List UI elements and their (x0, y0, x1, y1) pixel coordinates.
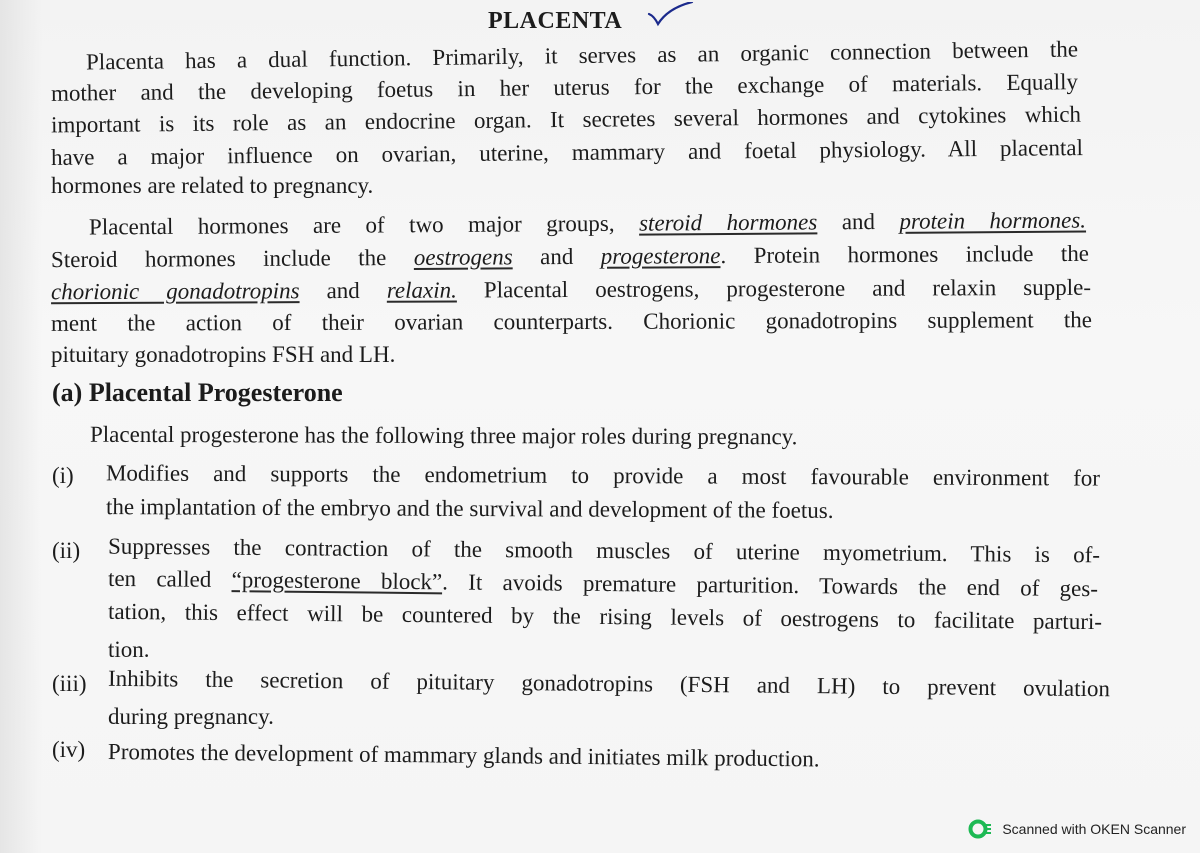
text-run: . It avoids premature parturition. Towards the end of ges- (442, 569, 1099, 602)
list-item-line: Suppresses the contraction of the smooth muscles of uterine myometrium. This is of- (107, 533, 1101, 568)
text-run: and (299, 277, 387, 304)
scanner-watermark-text: Scanned with OKEN Scanner (1002, 821, 1186, 837)
text-run: and (817, 208, 900, 235)
chorionic-gonadotropins-term: chorionic gonadotropins (50, 278, 300, 305)
list-item-line: Inhibits the secretion of pituitary gonadotropins (FSH and LH) to prevent ovulation (107, 665, 1111, 702)
section-heading: (a) Placental Progesterone (52, 378, 343, 407)
list-item-line: Promotes the development of mammary glands and initiates milk production. (107, 739, 820, 772)
para2-line: pituitary gonadotropins FSH and LH. (51, 342, 396, 367)
list-item-line: during pregnancy. (108, 704, 274, 729)
list-item-line: Modifies and supports the endometrium to provide a most favourable environment for (105, 460, 1101, 491)
para2-line (51, 240, 1089, 274)
list-item-line: the implantation of the embryo and the survival and development of the foetus. (105, 494, 834, 523)
para2-line: ment the action of their ovarian counterparts. Chorionic gonadotropins supplement the (50, 307, 1093, 336)
steroid-hormones-term: steroid hormones (638, 209, 818, 236)
list-item-number: (ii) (52, 538, 81, 563)
para2-line (89, 207, 1086, 242)
para1-line: important is its role as an endocrine organ. It secretes several hormones and cytokines which (50, 101, 1082, 138)
text-run: Steroid hormones include the (50, 244, 414, 273)
list-item-number: (i) (52, 463, 74, 488)
checkmark-icon (646, 2, 694, 28)
scanner-logo-icon (968, 818, 992, 840)
scanner-watermark (968, 818, 1186, 840)
para2-line (51, 274, 1091, 307)
relaxin-term: relaxin. (386, 277, 457, 303)
text-run: . Protein hormones include the (720, 240, 1090, 269)
list-item-line: tation, this effect will be countered by the rising levels of oestrogens to facilitate parturi- (107, 598, 1103, 635)
progesterone-term: progesterone (600, 243, 721, 269)
para1-line: hormones are related to pregnancy. (51, 173, 374, 198)
text-run: and (512, 243, 601, 270)
para1-line: have a major influence on ovarian, uterine, mammary and foetal physiology. All placental (50, 135, 1084, 170)
list-item-line: tion. (108, 637, 150, 662)
list-item-number: (iv) (52, 737, 86, 762)
text-run: Placental hormones are of two major groups, (88, 210, 640, 240)
progesterone-block-term: “progesterone block” (231, 567, 443, 595)
para1-line: Placenta has a dual function. Primarily, it serves as an organic connection between the (85, 36, 1079, 75)
page-title: PLACENTA (488, 8, 623, 34)
oestrogens-term: oestrogens (413, 244, 513, 270)
section-intro: Placental progesterone has the following three major roles during pregnancy. (89, 421, 798, 450)
text-run: ten called (107, 565, 232, 593)
list-item-line (108, 565, 1098, 603)
list-item-number: (iii) (52, 671, 87, 696)
text-run: Placental oestrogens, progesterone and relaxin supple- (456, 274, 1092, 303)
protein-hormones-term: protein hormones. (899, 207, 1087, 234)
para1-line: mother and the developing foetus in her uterus for the exchange of materials. Equally (50, 69, 1079, 106)
